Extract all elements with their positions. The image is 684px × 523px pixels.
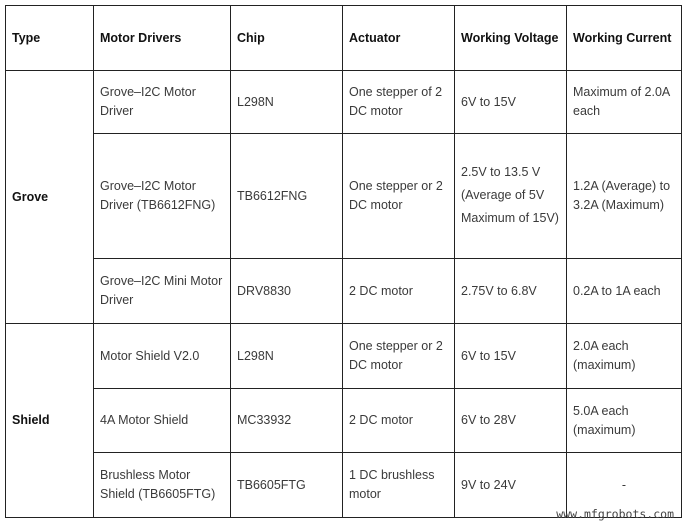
header-actuator: Actuator — [343, 6, 455, 71]
current-cell: 2.0A each (maximum) — [567, 324, 682, 389]
header-row — [6, 6, 682, 71]
header-type: Type — [6, 6, 94, 71]
driver-cell: 4A Motor Shield — [94, 389, 231, 453]
current-cell: 0.2A to 1A each — [567, 259, 682, 324]
voltage-line: Maximum of 15V) — [461, 210, 559, 225]
table-row — [6, 134, 682, 259]
voltage-cell — [455, 259, 567, 324]
actuator-cell: One stepper or 2 DC motor — [343, 134, 455, 259]
table-row — [6, 389, 682, 453]
actuator-cell: 2 DC motor — [343, 259, 455, 324]
voltage-line: 6V to 15V — [461, 348, 516, 363]
voltage-line: 2.5V to 13.5 V — [461, 164, 541, 179]
voltage-line: 2.75V to 6.8V — [461, 283, 537, 298]
actuator-cell: One stepper or 2 DC motor — [343, 324, 455, 389]
actuator-cell: 1 DC brushless motor — [343, 453, 455, 518]
actuator-cell: 2 DC motor — [343, 389, 455, 453]
table-row — [6, 71, 682, 134]
driver-cell: Brushless Motor Shield (TB6605FTG) — [94, 453, 231, 518]
header-motor-drivers: Motor Drivers — [94, 6, 231, 71]
chip-cell: TB6605FTG — [231, 453, 343, 518]
chip-cell: L298N — [231, 324, 343, 389]
voltage-line: 6V to 28V — [461, 413, 516, 427]
chip-cell: TB6612FNG — [231, 134, 343, 259]
current-cell: Maximum of 2.0A each — [567, 71, 682, 134]
voltage-cell — [455, 389, 567, 453]
current-cell: - — [567, 453, 682, 518]
voltage-line: (Average of 5V — [461, 187, 545, 202]
table-row — [6, 259, 682, 324]
current-cell: 5.0A each (maximum) — [567, 389, 682, 453]
driver-cell: Grove–I2C Motor Driver — [94, 71, 231, 134]
header-working-voltage: Working Voltage — [455, 6, 567, 71]
voltage-line: 9V to 24V — [461, 477, 516, 492]
current-cell: 1.2A (Average) to 3.2A (Maximum) — [567, 134, 682, 259]
actuator-cell: One stepper of 2 DC motor — [343, 71, 455, 134]
watermark: www.mfgrobots.com — [556, 507, 674, 521]
chip-cell: L298N — [231, 71, 343, 134]
voltage-cell — [455, 453, 567, 518]
type-cell: Shield — [6, 324, 94, 518]
table-row — [6, 324, 682, 389]
voltage-line: 6V to 15V — [461, 94, 516, 109]
header-chip: Chip — [231, 6, 343, 71]
driver-cell: Grove–I2C Motor Driver (TB6612FNG) — [94, 134, 231, 259]
voltage-cell — [455, 324, 567, 389]
chip-cell: DRV8830 — [231, 259, 343, 324]
voltage-cell — [455, 71, 567, 134]
voltage-cell — [455, 134, 567, 259]
header-working-current: Working Current — [567, 6, 682, 71]
driver-cell: Motor Shield V2.0 — [94, 324, 231, 389]
type-cell: Grove — [6, 71, 94, 324]
motor-drivers-table — [5, 5, 682, 518]
chip-cell: MC33932 — [231, 389, 343, 453]
driver-cell: Grove–I2C Mini Motor Driver — [94, 259, 231, 324]
